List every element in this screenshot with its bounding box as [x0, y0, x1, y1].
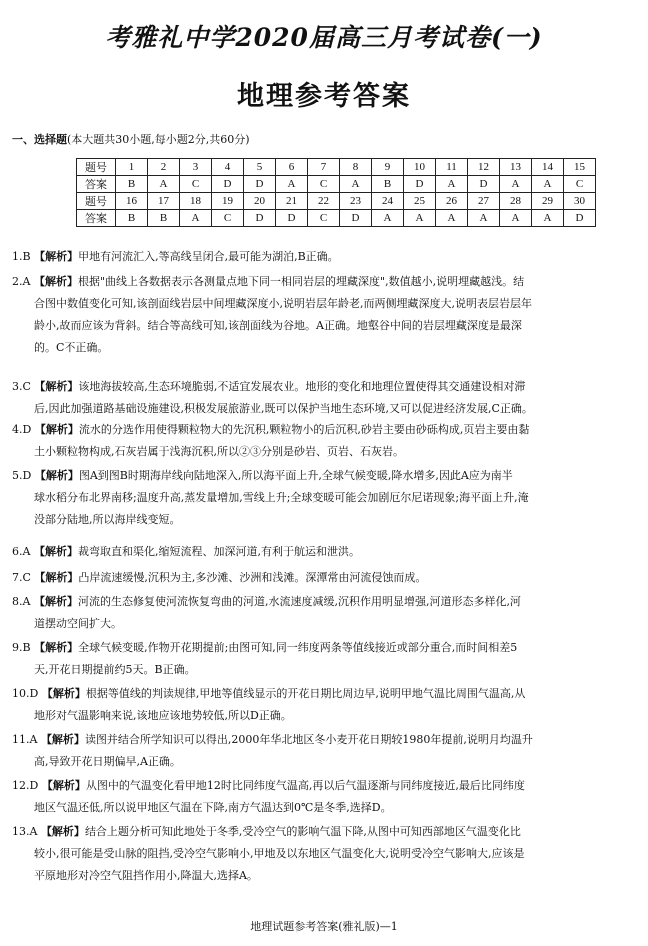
answer-number: 8.A: [12, 595, 31, 608]
answer-text: 道摆动空间扩大。: [34, 617, 122, 630]
answer-line: [12, 567, 636, 589]
answer-item: [12, 591, 636, 635]
answer-text: 高,导致开花日期偏早,A正确。: [34, 755, 181, 768]
answer-text: 后,因此加强道路基础设施建设,积极发展旅游业,既可以保护当地生态环境,又可以促进经济发展,C正确。: [34, 402, 533, 415]
table-cell: 18: [180, 193, 212, 210]
answer-item: [12, 775, 636, 819]
answer-text: 土小颗粒物构成,石灰岩属于浅海沉积,所以②③分别是砂岩、页岩、石灰岩。: [34, 445, 404, 458]
exam-header: 考雅礼中学2020届高三月考试卷(一): [105, 23, 543, 52]
table-cell: 11: [436, 159, 468, 176]
answer-line: [12, 751, 636, 773]
table-row: [77, 176, 596, 193]
table-cell: 22: [308, 193, 340, 210]
table-cell: 12: [468, 159, 500, 176]
table-cell: A: [500, 210, 532, 227]
answer-item: [12, 821, 636, 887]
table-cell: D: [244, 210, 276, 227]
table-cell: C: [308, 210, 340, 227]
answer-item: [12, 246, 636, 268]
answer-text: 该地海拔较高,生态环境脆弱,不适宜发展农业。地形的变化和地理位置使得其交通建设相对滞: [78, 380, 526, 393]
answer-line: [12, 705, 636, 727]
table-cell: 3: [180, 159, 212, 176]
answer-text: 根据"曲线上各数据表示各测量点地下同一相同岩层的埋藏深度",数值越小,说明埋藏越浅。结: [77, 275, 525, 288]
answer-number: 2.A: [12, 275, 31, 288]
section-heading: [12, 131, 250, 147]
answer-number: 1.B: [12, 250, 31, 263]
table-cell: C: [564, 176, 596, 193]
table-cell: 15: [564, 159, 596, 176]
answer-text: 凸岸流速缓慢,沉积为主,多沙滩、沙洲和浅滩。深潭常由河流侵蚀而成。: [78, 571, 427, 584]
answer-item: [12, 376, 636, 420]
table-cell: B: [372, 176, 404, 193]
answer-number: 3.C: [12, 380, 31, 393]
table-cell: 21: [276, 193, 308, 210]
table-cell: 2: [148, 159, 180, 176]
table-cell: 13: [500, 159, 532, 176]
answer-item: [12, 729, 636, 773]
analysis-tag: 【解析】: [40, 825, 85, 838]
table-cell: A: [404, 210, 436, 227]
answer-line: [12, 376, 636, 398]
table-cell: C: [180, 176, 212, 193]
table-cell: D: [564, 210, 596, 227]
answer-line: [12, 541, 636, 563]
answer-line: [12, 659, 636, 681]
row-label: 题号: [77, 159, 116, 176]
analysis-tag: 【解析】: [33, 595, 78, 608]
answer-line: [12, 775, 636, 797]
table-cell: 17: [148, 193, 180, 210]
answer-text: 甲地有河流汇入,等高线呈闭合,最可能为湖泊,B正确。: [78, 250, 339, 263]
answer-line: [12, 419, 636, 441]
table-cell: 9: [372, 159, 404, 176]
answer-text: 合图中数值变化可知,该剖面线岩层中间埋藏深度小,说明岩层年龄老,而两侧埋藏深度大,说明表层岩层年: [34, 297, 532, 310]
table-cell: 5: [244, 159, 276, 176]
table-cell: 20: [244, 193, 276, 210]
table-cell: C: [212, 210, 244, 227]
table-cell: 30: [564, 193, 596, 210]
table-cell: 1: [116, 159, 148, 176]
answer-text: 裁弯取直和渠化,缩短流程、加深河道,有利于航运和泄洪。: [77, 545, 360, 558]
table-cell: A: [276, 176, 308, 193]
answer-line: [12, 613, 636, 635]
table-cell: A: [148, 176, 180, 193]
analysis-tag: 【解析】: [34, 469, 79, 482]
answer-item: [12, 419, 636, 463]
table-cell: 24: [372, 193, 404, 210]
answer-text: 根据等值线的判读规律,甲地等值线显示的开花日期比周边早,说明甲地气温比周围气温高,从: [85, 687, 526, 700]
answer-text: 球水稻分布北界南移;温度升高,蒸发量增加,雪线上升;全球变暖可能会加剧厄尔尼诺现象;海平面上升,淹: [34, 491, 529, 504]
table-cell: 10: [404, 159, 436, 176]
answer-line: [12, 246, 636, 268]
answer-item: [12, 567, 636, 589]
answer-text: 从图中的气温变化看甲地12时比同纬度气温高,再以后气温逐渐与同纬度接近,最后比同纬度: [85, 779, 525, 792]
answer-number: 5.D: [12, 469, 32, 482]
answer-item: [12, 271, 636, 359]
page-title: 地理参考答案: [237, 81, 411, 112]
table-row: [77, 193, 596, 210]
analysis-tag: 【解析】: [34, 571, 79, 584]
answer-number: 6.A: [12, 545, 31, 558]
answer-line: [12, 315, 636, 337]
table-cell: 4: [212, 159, 244, 176]
table-cell: 14: [532, 159, 564, 176]
table-cell: D: [244, 176, 276, 193]
table-cell: A: [532, 210, 564, 227]
answer-line: [12, 398, 636, 420]
answer-number: 7.C: [12, 571, 31, 584]
table-cell: B: [148, 210, 180, 227]
answer-number: 4.D: [12, 423, 32, 436]
answer-text: 地形对气温影响来说,该地应该地势较低,所以D正确。: [34, 709, 292, 722]
answer-line: [12, 271, 636, 293]
analysis-tag: 【解析】: [41, 779, 86, 792]
section-note: (本大题共30小题,每小题2分,共60分): [67, 133, 250, 146]
table-cell: 8: [340, 159, 372, 176]
page-footer: 地理试题参考答案(雅礼版)—1: [250, 920, 398, 933]
table-cell: 28: [500, 193, 532, 210]
table-cell: C: [308, 176, 340, 193]
answer-item: [12, 683, 636, 727]
answer-item: [12, 637, 636, 681]
analysis-tag: 【解析】: [34, 423, 79, 436]
row-label: 答案: [77, 210, 116, 227]
table-cell: 16: [116, 193, 148, 210]
table-cell: 25: [404, 193, 436, 210]
answer-line: [12, 797, 636, 819]
table-cell: A: [468, 210, 500, 227]
table-cell: B: [116, 210, 148, 227]
answer-line: [12, 843, 636, 865]
table-cell: A: [532, 176, 564, 193]
table-cell: A: [340, 176, 372, 193]
answer-number: 13.A: [12, 825, 38, 838]
answer-text: 没部分陆地,所以海岸线变短。: [34, 513, 181, 526]
answer-line: [12, 637, 636, 659]
row-label: 题号: [77, 193, 116, 210]
table-cell: A: [436, 210, 468, 227]
row-label: 答案: [77, 176, 116, 193]
analysis-tag: 【解析】: [33, 545, 78, 558]
answer-text: 河流的生态修复使河流恢复弯曲的河道,水流速度减缓,沉积作用明显增强,河道形态多样化,河: [77, 595, 521, 608]
analysis-tag: 【解析】: [34, 380, 79, 393]
answer-text: 全球气候变暖,作物开花期提前;由图可知,同一纬度两条等值线接近或部分重合,而时间相差5: [78, 641, 518, 654]
answer-line: [12, 441, 636, 463]
answer-number: 11.A: [12, 733, 38, 746]
table-cell: 27: [468, 193, 500, 210]
analysis-tag: 【解析】: [41, 687, 86, 700]
table-cell: B: [116, 176, 148, 193]
answer-line: [12, 683, 636, 705]
answer-text: 的。C不正确。: [34, 341, 109, 354]
answer-text: 龄小,故而应该为背斜。结合等高线可知,该剖面线为谷地。A正确。地壑谷中间的岩层埋藏深度是最深: [34, 319, 522, 332]
answer-text: 流水的分选作用使得颗粒物大的先沉积,颗粒物小的后沉积,砂岩主要由砂砾构成,页岩主要由黏: [78, 423, 530, 436]
table-cell: D: [212, 176, 244, 193]
answer-line: [12, 487, 636, 509]
table-cell: A: [436, 176, 468, 193]
table-cell: 26: [436, 193, 468, 210]
analysis-tag: 【解析】: [34, 250, 79, 263]
answer-number: 10.D: [12, 687, 39, 700]
table-cell: 6: [276, 159, 308, 176]
answer-text: 天,开花日期提前约5天。B正确。: [34, 663, 196, 676]
table-cell: D: [468, 176, 500, 193]
table-row: [77, 159, 596, 176]
answer-table: [76, 158, 596, 227]
table-cell: 19: [212, 193, 244, 210]
table-cell: D: [404, 176, 436, 193]
table-cell: A: [372, 210, 404, 227]
answer-text: 结合上题分析可知此地处于冬季,受冷空气的影响气温下降,从图中可知西部地区气温变化比: [84, 825, 521, 838]
answer-line: [12, 729, 636, 751]
table-cell: 23: [340, 193, 372, 210]
table-cell: D: [340, 210, 372, 227]
answer-line: [12, 591, 636, 613]
answer-number: 12.D: [12, 779, 39, 792]
answer-line: [12, 293, 636, 315]
table-cell: 7: [308, 159, 340, 176]
table-cell: D: [276, 210, 308, 227]
answer-text: 图A到图B时期海岸线向陆地深入,所以海平面上升,全球气候变暖,降水增多,因此A应为南半: [78, 469, 513, 482]
analysis-tag: 【解析】: [33, 275, 78, 288]
answer-text: 较小,很可能是受山脉的阻挡,受冷空气影响小,甲地及以东地区气温变化大,说明受冷空气影响大,应该是: [34, 847, 525, 860]
analysis-tag: 【解析】: [40, 733, 85, 746]
table-cell: 29: [532, 193, 564, 210]
answer-number: 9.B: [12, 641, 31, 654]
answer-item: [12, 465, 636, 531]
answer-text: 平原地形对冷空气阻挡作用小,降温大,选择A。: [34, 869, 258, 882]
answer-line: [12, 509, 636, 531]
answer-text: 读图并结合所学知识可以得出,2000年华北地区冬小麦开花日期较1980年提前,说明月均温升: [84, 733, 533, 746]
answer-line: [12, 865, 636, 887]
table-cell: A: [500, 176, 532, 193]
answer-line: [12, 821, 636, 843]
answer-line: [12, 465, 636, 487]
section-prefix: 一、选择题: [12, 133, 67, 146]
table-cell: A: [180, 210, 212, 227]
analysis-tag: 【解析】: [34, 641, 79, 654]
answer-item: [12, 541, 636, 563]
table-row: [77, 210, 596, 227]
answer-text: 地区气温还低,所以说甲地区气温在下降,南方气温达到0℃是冬季,选择D。: [34, 801, 392, 814]
answer-line: [12, 337, 636, 359]
